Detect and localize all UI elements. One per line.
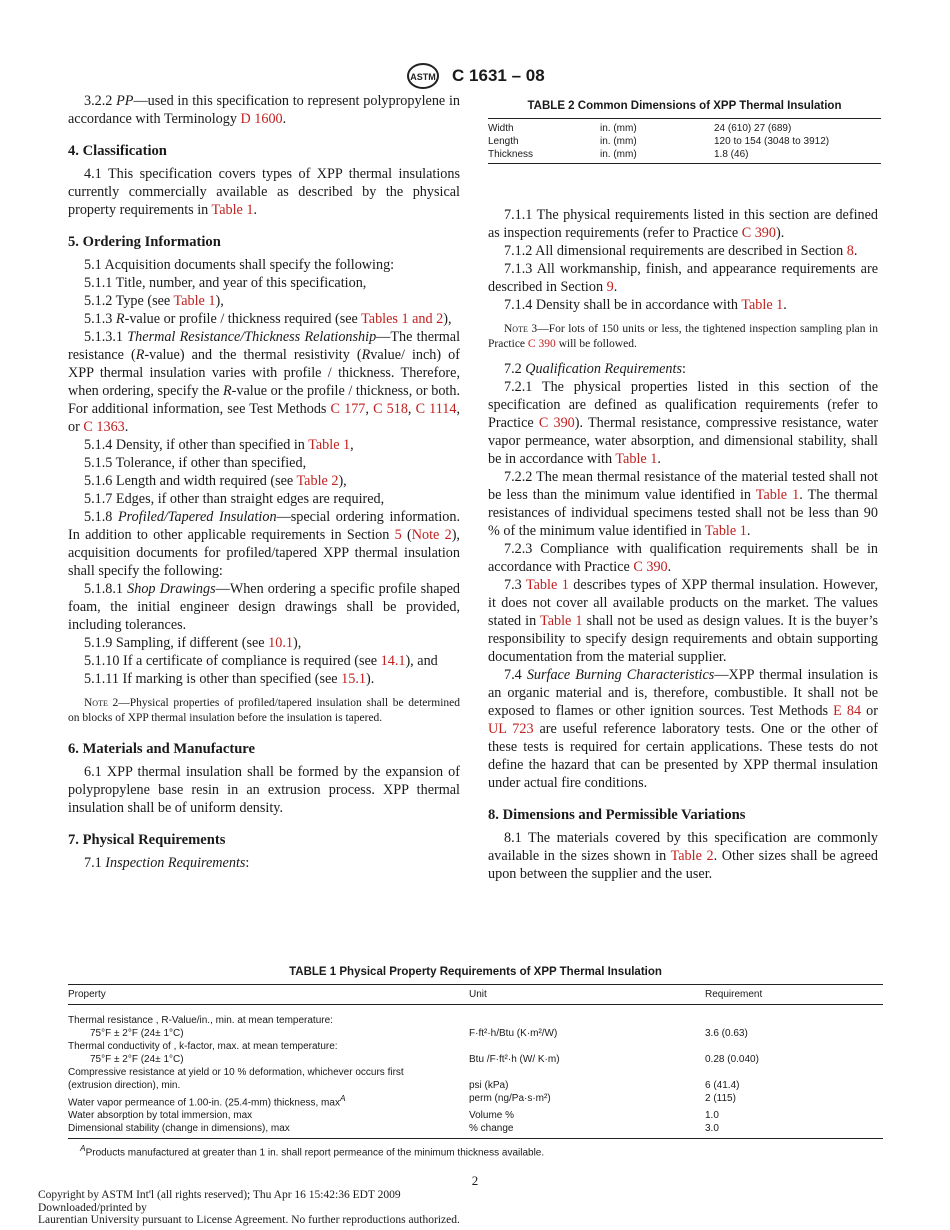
page-header: [0, 62, 950, 90]
link-table-1[interactable]: Table 1: [173, 293, 216, 309]
para-7-2-3: 7.2.3 Compliance with qualification requirements shall be in accordance with Practice C 390.: [488, 541, 878, 575]
col-header-requirement: Requirement: [705, 985, 883, 1005]
col-header-unit: Unit: [469, 985, 705, 1005]
table-row: Compressive resistance at yield or 10 % deformation, whichever occurs first: [68, 1067, 404, 1078]
para-7-1: 7.1 Inspection Requirements:: [84, 855, 250, 871]
table-row: Water vapor permeance of 1.00-in. (25.4-mm) thickness, $\max^A$ perm (ng/Pa·s·m²) 2 (115): [68, 1093, 736, 1109]
para-7-3: 7.3 Table 1 describes types of XPP thermal insulation. However, it does not cover all available products on the market. The values stated in Table 1 shall not be used as design values. It is the buyer’s responsibility to specify design requirements and obtain supporting documentation from the material supplier.: [488, 577, 878, 665]
para-5-1-10: 5.1.10 If a certificate of compliance is required (see 14.1), and: [84, 653, 438, 669]
table-row: 75°F ± 2°F (24± 1°C) Btu /F·ft²·h (W/ K·m) 0.28 (0.040): [90, 1054, 759, 1065]
para-5-1-9: 5.1.9 Sampling, if different (see 10.1),: [84, 635, 302, 651]
table-row: Water absorption by total immersion, max Volume % 1.0: [68, 1110, 719, 1122]
table-row: [488, 135, 881, 148]
link-d1600[interactable]: D 1600: [240, 111, 283, 127]
astm-logo-icon: [405, 62, 441, 90]
table-1-footnote: $^A$Products manufactured at greater than 1 in. shall report permeance of the minimum thickness available.: [80, 1143, 545, 1159]
link-table-1[interactable]: Table 1: [755, 487, 800, 503]
left-column: [68, 92, 460, 872]
table-1: [68, 966, 883, 1159]
link-table-1[interactable]: Table 1: [704, 523, 747, 539]
right-column: [488, 206, 878, 883]
para-5-1-8: 5.1.8 Profiled/Tapered Insulation—special ordering information. In addition to other applicable requirements in Section 5 (Note 2), acquisition documents for profiled/tapered XPP thermal insulation shall specify the following:: [68, 509, 460, 579]
para-5-1-4: 5.1.4 Density, if other than specified in Table 1,: [84, 437, 354, 453]
note-2: Note 2—Physical properties of profiled/tapered insulation shall be determined on blocks of XPP thermal insulation before the insulation is tapered.: [68, 697, 460, 724]
table-2-title: TABLE 2 Common Dimensions of XPP Thermal Insulation: [527, 100, 842, 112]
link-c390[interactable]: C 390: [741, 225, 776, 241]
table-1-title: TABLE 1 Physical Property Requirements of XPP Thermal Insulation: [289, 966, 662, 978]
page-number: 2: [471, 1173, 479, 1188]
para-7-4: 7.4 Surface Burning Characteristics—XPP thermal insulation is an organic material and is, therefore, combustible. It shall not be exposed to flames or other ignition sources. Test Methods E 84 or UL 723 are useful reference laboratory tests. One or the other of these tests is required for certain applications. These tests do not define the hazard that can be presented by XPP thermal insulation under actual fire conditions.: [488, 667, 878, 791]
table-header-row: [68, 985, 883, 1005]
link-note-2[interactable]: Note 2: [411, 527, 452, 543]
section-5-heading: 5. Ordering Information: [68, 234, 221, 250]
link-c390[interactable]: C 390: [527, 338, 556, 350]
link-c518[interactable]: C 518: [373, 401, 408, 417]
link-section-9[interactable]: 9: [606, 279, 614, 295]
link-14-1[interactable]: 14.1: [380, 653, 406, 669]
svg-text:ASTM: ASTM: [410, 72, 437, 82]
link-table-2[interactable]: Table 2: [670, 848, 714, 864]
link-c1363[interactable]: C 1363: [83, 419, 125, 435]
link-c390[interactable]: C 390: [538, 415, 575, 431]
table2-cell-dimension: Width: [488, 123, 514, 134]
designation: C 1631 – 08: [452, 66, 545, 85]
para-7-1-1: 7.1.1 The physical requirements listed in this section are defined as inspection requirements (refer to Practice C 390).: [488, 207, 878, 241]
para-7-1-2: 7.1.2 All dimensional requirements are described in Section 8.: [504, 243, 858, 259]
section-8-heading: 8. Dimensions and Permissible Variations: [488, 807, 746, 823]
col-header-property: Property: [68, 985, 469, 1005]
link-table-1[interactable]: Table 1: [308, 437, 351, 453]
table-row: Thermal resistance , R-Value/in., min. at mean temperature:: [68, 1015, 333, 1026]
para-5-1-5: 5.1.5 Tolerance, if other than specified,: [84, 455, 307, 471]
para-5-1-8-1: 5.1.8.1 Shop Drawings—When ordering a specific profile shaped foam, the initial engineer design drawings shall be provided, including tolerances.: [68, 581, 460, 633]
para-7-2: 7.2 Qualification Requirements:: [504, 361, 686, 377]
table2-cell-value: 120 to 154 (3048 to 3912): [714, 136, 830, 147]
link-table-1[interactable]: Table 1: [741, 297, 784, 313]
para-5-1: 5.1 Acquisition documents shall specify the following:: [84, 257, 395, 273]
link-table-1[interactable]: Table 1: [615, 451, 658, 467]
table2-cell-unit: in. (mm): [600, 149, 637, 160]
table-row: Dimensional stability (change in dimensions), max % change 3.0: [68, 1123, 719, 1135]
para-7-1-4: 7.1.4 Density shall be in accordance with Table 1.: [504, 297, 787, 313]
table2-cell-value: 24 (610) 27 (689): [714, 123, 792, 134]
para-7-2-2: 7.2.2 The mean thermal resistance of the material tested shall not be less than the minimum value identified in Table 1. The thermal resistances of individual specimens tested shall not be less than 90 % of the minimum value identified in Table 1.: [488, 469, 878, 539]
link-ul723[interactable]: UL 723: [488, 721, 534, 737]
link-table-1[interactable]: Table 1: [211, 202, 254, 218]
table2-cell-unit: in. (mm): [600, 136, 637, 147]
link-c390[interactable]: C 390: [633, 559, 668, 575]
link-10-1[interactable]: 10.1: [268, 635, 293, 651]
para-6-1: 6.1 XPP thermal insulation shall be formed by the expansion of polypropylene base resin in an extrusion process. XPP thermal insulation shall be of uniform density.: [68, 764, 460, 816]
table2-cell-value: 1.8 (46): [714, 149, 749, 160]
table-row: Thermal conductivity of , k-factor, max. at mean temperature:: [68, 1041, 338, 1052]
para-5-1-11: 5.1.11 If marking is other than specified (see 15.1).: [84, 671, 375, 687]
link-table-1[interactable]: Table 1: [540, 613, 583, 629]
link-section-5[interactable]: 5: [394, 527, 402, 543]
para-5-1-2: 5.1.2 Type (see Table 1),: [84, 293, 224, 309]
para-8-1: 8.1 The materials covered by this specification are commonly available in the sizes shown in Table 2. Other sizes shall be agreed upon between the supplier and the user.: [488, 830, 878, 882]
link-section-8[interactable]: 8: [846, 243, 854, 259]
note-3: Note 3—For lots of 150 units or less, the tightened inspection sampling plan in Practice C 390 will be followed.: [488, 323, 879, 350]
para-3-2-2: 3.2.2 PP—used in this specification to represent polypropylene in accordance with Terminology D 1600.: [68, 93, 460, 127]
para-5-1-7: 5.1.7 Edges, if other than straight edges are required,: [84, 491, 385, 507]
table-2: [488, 100, 881, 164]
para-5-1-3-1: 5.1.3.1 Thermal Resistance/Thickness Relationship—The thermal resistance (R-value) and the thermal resistivity (Rvalue/ inch) of XPP thermal insulation varies with profile / thickness. Therefore, when ordering, specify the R-value or the profile / thickness, or both. For additional information, see Test Methods C 177, C 518, C 1114, or C 1363.: [68, 329, 461, 435]
table2-cell-dimension: Length: [488, 136, 519, 147]
link-c177[interactable]: C 177: [330, 401, 366, 417]
table-row: (extrusion direction), min. psi (kPa) 6 (41.4): [68, 1080, 740, 1091]
link-table-2[interactable]: Table 2: [296, 473, 339, 489]
section-6-heading: 6. Materials and Manufacture: [68, 741, 255, 757]
para-4-1: 4.1 This specification covers types of XPP thermal insulations currently commercially available as described by the physical property requirements in Table 1.: [68, 166, 460, 218]
link-15-1[interactable]: 15.1: [341, 671, 366, 687]
table-row: [488, 119, 881, 136]
link-table-1[interactable]: Table 1: [525, 577, 569, 593]
para-7-1-3: 7.1.3 All workmanship, finish, and appearance requirements are described in Section 9.: [488, 261, 878, 295]
para-5-1-1: 5.1.1 Title, number, and year of this specification,: [84, 275, 367, 291]
para-5-1-3: 5.1.3 R-value or profile / thickness required (see Tables 1 and 2),: [84, 311, 452, 327]
para-7-2-1: 7.2.1 The physical properties listed in this section of the specification are defined as qualification requirements (refer to Practice C 390). Thermal resistance, compressive resistance, water vapor permeance, water absorption, and dimensional stability, shall be in accordance with Table 1.: [488, 379, 879, 467]
table-row: [488, 148, 881, 164]
link-c1114[interactable]: C 1114: [415, 401, 457, 417]
table2-cell-dimension: Thickness: [488, 149, 534, 160]
link-tables-1-2[interactable]: Tables 1 and 2: [361, 311, 444, 327]
copyright-notice: Copyright by ASTM Int'l (all rights reserved); Thu Apr 16 15:42:36 EDT 2009 Downloaded/printed by Laurentian University pursuant to License Agreement. No further reproductions authorized.: [38, 1189, 460, 1226]
section-4-heading: 4. Classification: [68, 143, 167, 159]
table-row: 75°F ± 2°F (24± 1°C) F·ft²·h/Btu (K·m²/W) 3.6 (0.63): [90, 1028, 748, 1039]
table2-cell-unit: in. (mm): [600, 123, 637, 134]
section-7-heading: 7. Physical Requirements: [68, 832, 226, 848]
link-e84[interactable]: E 84: [833, 703, 862, 719]
para-5-1-6: 5.1.6 Length and width required (see Table 2),: [84, 473, 347, 489]
